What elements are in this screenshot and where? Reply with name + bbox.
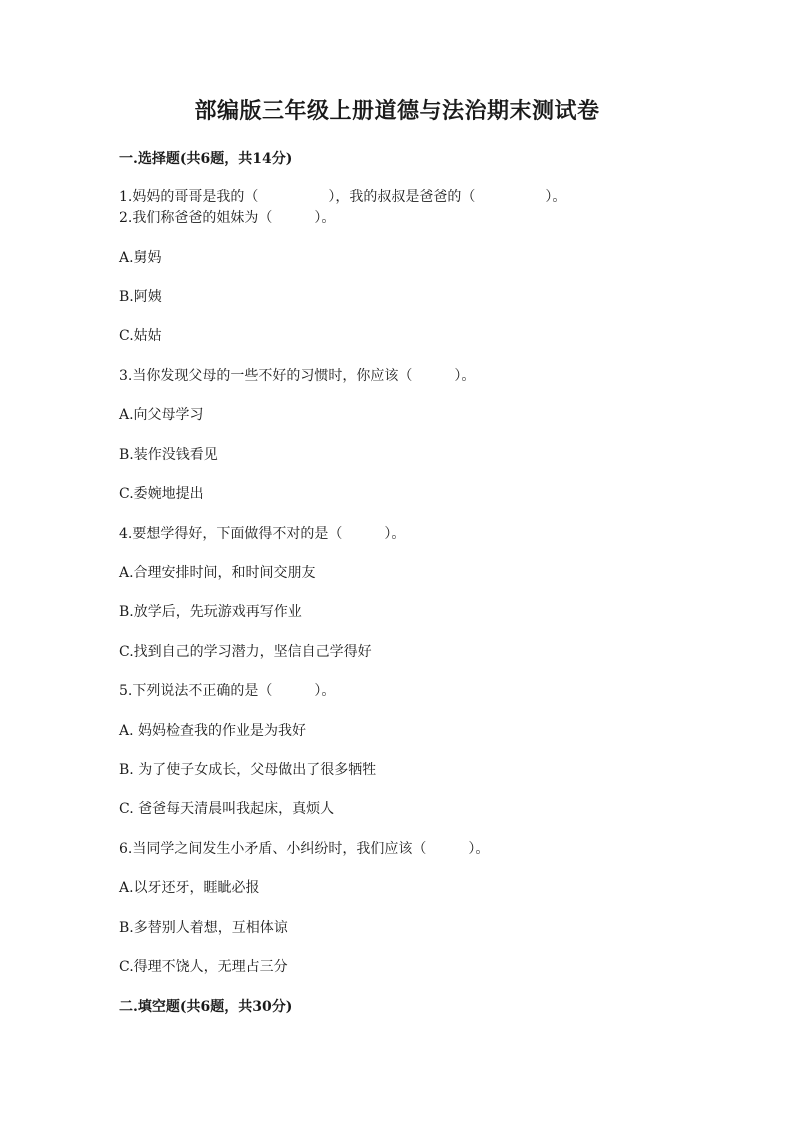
page-title: 部编版三年级上册道德与法治期末测试卷	[194, 98, 600, 124]
question-6-option-a: A.以牙还牙，睚眦必报	[119, 880, 260, 896]
question-2-option-b: B.阿姨	[119, 289, 162, 305]
question-5: 5.下列说法不正确的是（ ）。	[119, 683, 336, 699]
question-2-option-c: C.姑姑	[119, 328, 162, 344]
question-4: 4.要想学得好，下面做得不对的是（ ）。	[119, 526, 406, 542]
section-heading-fill: 二.填空题(共6题，共30分)	[119, 999, 293, 1015]
question-6-option-b: B.多替别人着想，互相体谅	[119, 920, 288, 936]
question-5-option-a: A. 妈妈检查我的作业是为我好	[119, 723, 307, 739]
question-4-option-c: C.找到自己的学习潜力，坚信自己学得好	[119, 644, 372, 660]
question-6-option-c: C.得理不饶人，无理占三分	[119, 959, 288, 975]
question-5-option-c: C. 爸爸每天清晨叫我起床，真烦人	[119, 801, 335, 817]
question-2-option-a: A.舅妈	[119, 250, 162, 266]
section-heading-choice: 一.选择题(共6题，共14分)	[119, 151, 293, 167]
question-4-option-b: B.放学后，先玩游戏再写作业	[119, 604, 302, 620]
question-2: 2.我们称爸爸的姐妹为（ ）。	[119, 210, 336, 226]
question-6: 6.当同学之间发生小矛盾、小纠纷时，我们应该（ ）。	[119, 841, 490, 857]
question-3-option-b: B.装作没钱看见	[119, 447, 218, 463]
question-3: 3.当你发现父母的一些不好的习惯时，你应该（ ）。	[119, 368, 476, 384]
question-5-option-b: B. 为了使子女成长，父母做出了很多牺牲	[119, 762, 377, 778]
question-4-option-a: A.合理安排时间，和时间交朋友	[119, 565, 316, 581]
question-1: 1.妈妈的哥哥是我的（ ），我的叔叔是爸爸的（ ）。	[119, 189, 567, 205]
question-3-option-a: A.向父母学习	[119, 407, 204, 423]
question-3-option-c: C.委婉地提出	[119, 486, 204, 502]
